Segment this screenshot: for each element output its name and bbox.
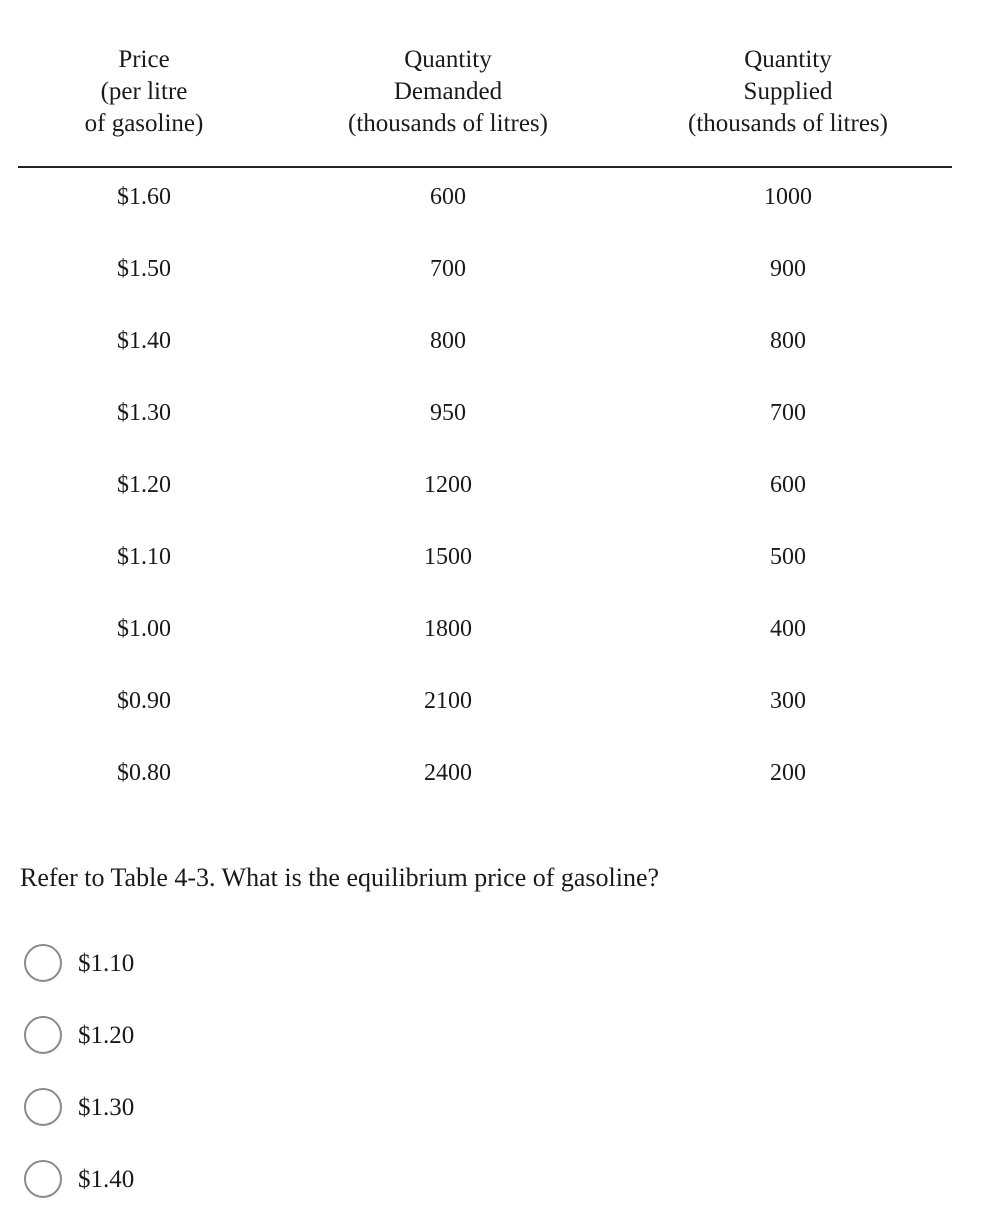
table-row: [18, 455, 952, 527]
supplied-cell: 300: [770, 688, 806, 714]
demanded-cell: 2100: [424, 688, 472, 714]
table-row: [18, 383, 952, 455]
price-cell: $1.20: [117, 472, 171, 498]
table-row: [18, 743, 952, 815]
header-price: [64, 44, 224, 140]
table-row: [18, 239, 952, 311]
supplied-cell: 500: [770, 544, 806, 570]
demanded-cell: 2400: [424, 760, 472, 786]
header-line: Quantity: [744, 46, 832, 73]
table-header: [18, 44, 952, 168]
header-quantity-supplied: [648, 44, 928, 140]
price-cell: $1.00: [117, 616, 171, 642]
table-row: [18, 167, 952, 239]
price-cell: $0.90: [117, 688, 171, 714]
header-line: (per litre: [100, 78, 188, 105]
supplied-cell: 700: [770, 400, 806, 426]
radio-button[interactable]: [24, 944, 62, 982]
price-cell: $1.30: [117, 400, 171, 426]
supplied-cell: 200: [770, 760, 806, 786]
supplied-cell: 900: [770, 256, 806, 282]
demanded-cell: 950: [430, 400, 466, 426]
price-cell: $1.40: [117, 328, 171, 354]
header-line: (thousands of litres): [348, 110, 548, 137]
question-text: Refer to Table 4-3. What is the equilibrium price of gasoline?: [20, 863, 660, 892]
table-row: [18, 671, 952, 743]
option-label[interactable]: $1.20: [78, 1022, 135, 1049]
supplied-cell: 400: [770, 616, 806, 642]
header-line: (thousands of litres): [688, 110, 888, 137]
table-row: [18, 311, 952, 383]
demanded-cell: 1200: [424, 472, 472, 498]
header-line: Supplied: [743, 78, 833, 105]
table-row: [18, 527, 952, 599]
supplied-cell: 1000: [764, 184, 812, 210]
radio-button[interactable]: [24, 1088, 62, 1126]
radio-button[interactable]: [24, 1160, 62, 1198]
supplied-cell: 600: [770, 472, 806, 498]
table-body: [18, 167, 952, 815]
option-label[interactable]: $1.30: [78, 1094, 135, 1121]
radio-button[interactable]: [24, 1016, 62, 1054]
price-cell: $1.50: [117, 256, 171, 282]
header-line: of gasoline): [84, 110, 204, 137]
demanded-cell: 700: [430, 256, 466, 282]
demanded-cell: 800: [430, 328, 466, 354]
option-label[interactable]: $1.10: [78, 950, 135, 977]
header-line: Demanded: [393, 78, 503, 105]
demanded-cell: 1500: [424, 544, 472, 570]
option-label[interactable]: $1.40: [78, 1166, 135, 1193]
price-cell: $1.10: [117, 544, 171, 570]
demanded-cell: 600: [430, 184, 466, 210]
supplied-cell: 800: [770, 328, 806, 354]
header-line: Price: [118, 46, 170, 73]
price-cell: $1.60: [117, 184, 171, 210]
header-quantity-demanded: [308, 44, 588, 140]
table-row: [18, 599, 952, 671]
price-cell: $0.80: [117, 760, 171, 786]
header-line: Quantity: [404, 46, 492, 73]
demanded-cell: 1800: [424, 616, 472, 642]
